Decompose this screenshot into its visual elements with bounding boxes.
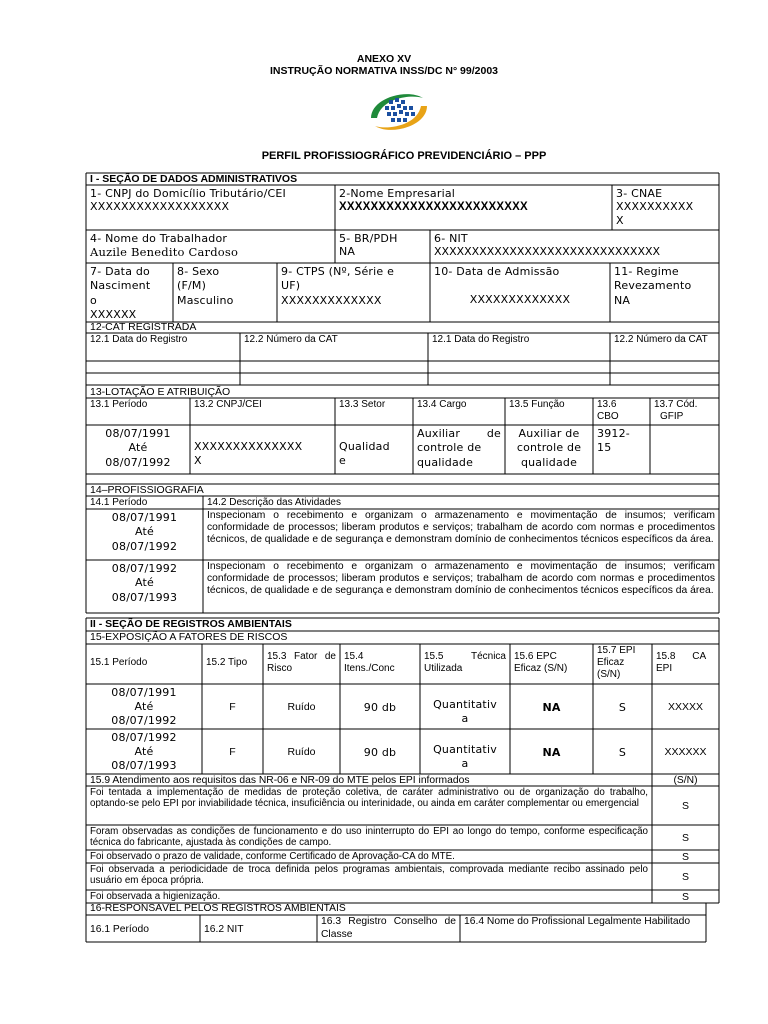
period-end: 08/07/1992: [105, 455, 171, 469]
cat-date-header: 12.1 Data do Registro: [90, 334, 188, 345]
exposure-factor-header: 15.3 Fator de Risco: [267, 651, 336, 675]
epi-header-1: 15.7 EPI: [597, 645, 636, 656]
epi-header-2: Eficaz: [597, 657, 625, 669]
gfip-header-1: 13.7 Cód.: [654, 399, 698, 410]
items-header-1: 15.4: [344, 651, 364, 662]
allocation-cbo-header: [593, 398, 650, 425]
cat-number-header: 12.2 Número da CAT: [244, 334, 338, 345]
ctps-field: [277, 264, 430, 322]
exposure-row-2-period: [86, 730, 202, 774]
allocation-gfip-header: [650, 398, 719, 425]
cnpj-field: [86, 186, 335, 230]
profile-row-2-period: [86, 561, 203, 613]
section-1-title: I - SEÇÃO DE DADOS ADMINISTRATIVOS: [90, 173, 298, 185]
shift-regime-label-2: Revezamento: [614, 279, 692, 293]
birth-date-field: [86, 264, 173, 322]
period-end: 08/07/1992: [111, 539, 178, 553]
cbo-value-1: 3912-: [597, 427, 630, 440]
cnae-field: [612, 186, 719, 230]
cbo-value-2: 15: [597, 441, 612, 455]
profile-row-1-period: [86, 510, 203, 560]
profile-row-1-description: Inspecionam o recebimento e organizam o armazenamento e movimentação de insumos; verificam conformidade de processos; liberam produtos e serviços; trabalham de acordo com normas e procedimentos técnicos, de qualidade e de segurança e demonstram domínio de conhecimentos técnicos específicos da área.: [207, 510, 715, 546]
ca-header-1: 15.8 CA: [656, 651, 707, 662]
exposure-row-2-technique: [420, 729, 510, 774]
exposure-row-1-type: F: [229, 701, 236, 713]
period-until: Até: [134, 525, 154, 539]
role-value-1: Auxiliar de: [417, 427, 501, 440]
period-until: Até: [134, 576, 154, 590]
exposure-row-1-epc: NA: [542, 701, 561, 714]
sex-value: Masculino: [177, 293, 234, 307]
sector-value-2: e: [339, 454, 346, 468]
requirement-4-text: Foi observada a periodicidade de troca definida pelos programas ambientais, comprovada mediante recibo assinado pelo usuário em época própria.: [90, 864, 648, 887]
birth-date-value: XXXXXX: [90, 307, 137, 321]
role-value-2: controle de: [417, 441, 482, 455]
allocation-cbo-value: [593, 426, 650, 474]
cnpj-value: XXXXXXXXXXXXXXXXXX: [90, 200, 230, 214]
exposure-row-2-ca: XXXXXX: [664, 746, 707, 758]
responsible-period-header: 16.1 Período: [90, 924, 149, 935]
worker-name-label: 4- Nome do Trabalhador: [90, 232, 228, 245]
responsible-name-header: 16.4 Nome do Profissional Legalmente Habilitado: [464, 916, 691, 927]
requirement-5-answer: S: [681, 891, 689, 903]
annex-heading: ANEXO XV: [356, 53, 412, 65]
cat-title: 12-CAT REGISTRADA: [90, 322, 197, 333]
nit-label: 6- NIT: [434, 232, 468, 245]
nit-field: [430, 231, 719, 263]
period-until: Até: [134, 745, 154, 759]
allocation-role-header: 13.4 Cargo: [417, 399, 467, 410]
exposure-title: 15-EXPOSIÇÃO A FATORES DE RISCOS: [90, 631, 288, 643]
document-title: PERFIL PROFISSIOGRÁFICO PREVIDENCIÁRIO – PPP: [261, 150, 547, 162]
exposure-row-2-epc: NA: [542, 746, 561, 759]
responsible-council-header: 16.3 Registro Conselho de Classe: [321, 916, 456, 940]
requirement-3-text: Foi observado o prazo de validade, conforme Certificado de Aprovação-CA do MTE.: [90, 851, 455, 862]
exposure-epi-header: [593, 644, 652, 684]
exposure-row-2-items: 90 db: [363, 746, 397, 759]
shift-regime-field: [610, 264, 719, 322]
epi-header-3: (S/N): [597, 669, 621, 681]
shift-regime-label-1: 11- Regime: [614, 265, 679, 278]
period-until: Até: [128, 441, 148, 455]
worker-name-value: Auzile Benedito Cardoso: [90, 245, 239, 260]
epc-header-2: Eficaz (S/N): [514, 663, 568, 675]
admission-date-value: XXXXXXXXXXXXX: [469, 293, 571, 307]
exposure-ca-header: [652, 644, 719, 684]
sex-label-2: (F/M): [177, 279, 207, 293]
function-value-3: qualidade: [520, 455, 578, 469]
exposure-row-1-epi: S: [618, 701, 627, 714]
exposure-epc-header: [510, 644, 593, 684]
ctps-label-2: UF): [281, 279, 301, 293]
epc-header-1: 15.6 EPC: [514, 651, 557, 662]
requirement-5-text: Foi observada a higienização.: [90, 891, 221, 902]
sector-value-1: Qualidad: [339, 440, 390, 453]
period-end: 08/07/1993: [111, 590, 178, 604]
allocation-cnpj-value: [190, 426, 335, 474]
allocation-function-value: [505, 426, 593, 474]
period-start: 08/07/1991: [105, 427, 171, 440]
exposure-row-1-items: 90 db: [363, 701, 397, 714]
birth-date-label-3: o: [90, 293, 97, 307]
worker-name-field: [86, 231, 335, 263]
company-name-value: XXXXXXXXXXXXXXXXXXXXXXXX: [339, 201, 528, 214]
profile-title: 14–PROFISSIOGRAFIA: [90, 484, 204, 496]
birth-date-label-1: 7- Data do: [90, 265, 150, 278]
allocation-period-value: [86, 426, 190, 474]
exposure-items-header: [340, 644, 420, 684]
technique-2: a: [461, 757, 469, 771]
nit-value: XXXXXXXXXXXXXXXXXXXXXXXXXXXXXX: [434, 245, 661, 259]
company-name-label: 2-Nome Empresarial: [339, 187, 456, 200]
exposure-technique-header: 15.5 Técnica Utilizada: [424, 651, 506, 675]
instruction-heading: INSTRUÇÃO NORMATIVA INSS/DC N° 99/2003: [269, 65, 499, 77]
allocation-function-header: 13.5 Função: [509, 399, 565, 410]
profile-period-header: 14.1 Período: [90, 497, 148, 508]
br-pdh-label: 5- BR/PDH: [339, 232, 398, 245]
section-2-title: II - SEÇÃO DE REGISTROS AMBIENTAIS: [90, 618, 292, 630]
cnae-value-2: X: [616, 213, 624, 227]
exposure-row-1-ca: XXXXX: [667, 701, 704, 713]
br-pdh-field: [335, 231, 430, 263]
cnpj-label: 1- CNPJ do Domicílio Tributário/CEI: [90, 187, 286, 200]
allocation-period-header: 13.1 Período: [90, 399, 148, 410]
period-start: 08/07/1992: [111, 731, 177, 744]
cat-date-header-2: 12.1 Data do Registro: [432, 334, 530, 345]
period-end: 08/07/1992: [111, 714, 177, 728]
profile-row-2-description: Inspecionam o recebimento e organizam o armazenamento e movimentação de insumos; verificam conformidade de processos; liberam produtos e serviços; trabalham de acordo com normas e procedimentos técnicos, de qualidade e de segurança e demonstram domínio de conhecimentos técnicos específicos da área.: [207, 561, 715, 597]
cbo-header-2: CBO: [597, 411, 619, 423]
period-until: Até: [134, 700, 154, 714]
allocation-title: 13-LOTAÇÃO E ATRIBUIÇÃO: [90, 386, 231, 398]
cnae-label: 3- CNAE: [616, 187, 663, 200]
exposure-row-1-factor: Ruído: [287, 701, 316, 713]
allocation-sector-value: [335, 426, 413, 474]
exposure-row-2-factor: Ruído: [287, 746, 316, 758]
requirements-title: 15.9 Atendimento aos requisitos das NR-06 e NR-09 do MTE pelos EPI informados: [90, 775, 470, 786]
birth-date-label-2: Nasciment: [90, 279, 151, 293]
period-start: 08/07/1991: [111, 686, 177, 699]
cat-number-header-2: 12.2 Número da CAT: [614, 334, 708, 345]
exposure-row-2-epi: S: [618, 746, 627, 759]
ctps-value: XXXXXXXXXXXXX: [281, 293, 382, 307]
requirement-2-text: Foram observadas as condições de funcionamento e do uso ininterrupto do EPI ao longo do tempo, conforme especificação técnica do fabricante, ajustada às condições de campo.: [90, 826, 648, 849]
cnae-value-1: XXXXXXXXXX: [616, 200, 694, 214]
cnpj-value-2: X: [194, 454, 202, 468]
requirement-4-answer: S: [681, 871, 689, 883]
exposure-type-header: 15.2 Tipo: [206, 657, 248, 668]
company-name-field: [335, 186, 612, 230]
ca-header-2: EPI: [656, 663, 673, 675]
cbo-header-1: 13.6: [597, 399, 617, 410]
period-start: 08/07/1991: [111, 511, 178, 524]
exposure-row-2-type: F: [229, 746, 236, 758]
exposure-row-1-technique: [420, 684, 510, 729]
period-end: 08/07/1993: [111, 759, 177, 773]
sex-field: [173, 264, 277, 322]
allocation-cnpj-header: 13.2 CNPJ/CEI: [194, 399, 262, 410]
allocation-sector-header: 13.3 Setor: [339, 399, 386, 410]
cnpj-value-1: XXXXXXXXXXXXXX: [194, 440, 303, 453]
role-value-3: qualidade: [417, 455, 474, 469]
technique-1: Quantitativ: [433, 698, 497, 711]
exposure-period-header: 15.1 Período: [90, 657, 148, 668]
profile-description-header: 14.2 Descrição das Atividades: [207, 497, 341, 508]
br-pdh-value: NA: [339, 245, 356, 259]
shift-regime-value: NA: [614, 293, 631, 307]
technique-2: a: [461, 712, 469, 726]
items-header-2: Itens./Conc: [344, 663, 395, 675]
requirement-1-text: Foi tentada a implementação de medidas de proteção coletiva, de caráter administrativo ou de organização do trabalho, optando-se pelo EPI por inviabilidade técnica, insuficiência ou interinidade, ou ainda em caráter complementar ou emergencial: [90, 787, 648, 810]
responsible-title: 16-RESPONSÁVEL PELOS REGISTROS AMBIENTAIS: [90, 903, 346, 914]
requirement-1-answer: S: [681, 800, 689, 812]
exposure-row-1-period: [86, 685, 202, 729]
period-start: 08/07/1992: [111, 562, 178, 575]
sex-label-1: 8- Sexo: [177, 265, 220, 278]
gfip-header-2: GFIP: [660, 411, 684, 423]
requirement-3-answer: S: [681, 851, 689, 863]
admission-date-label: 10- Data de Admissão: [434, 265, 560, 278]
requirement-2-answer: S: [681, 832, 689, 844]
function-value-1: Auxiliar de: [518, 427, 580, 440]
requirements-sn-header: (S/N): [673, 775, 698, 786]
ctps-label-1: 9- CTPS (Nº, Série e: [281, 265, 395, 278]
technique-1: Quantitativ: [433, 743, 497, 756]
responsible-nit-header: 16.2 NIT: [204, 924, 244, 935]
function-value-2: controle de: [516, 441, 582, 455]
admission-date-field: [430, 264, 610, 322]
allocation-role-value: [413, 426, 505, 474]
